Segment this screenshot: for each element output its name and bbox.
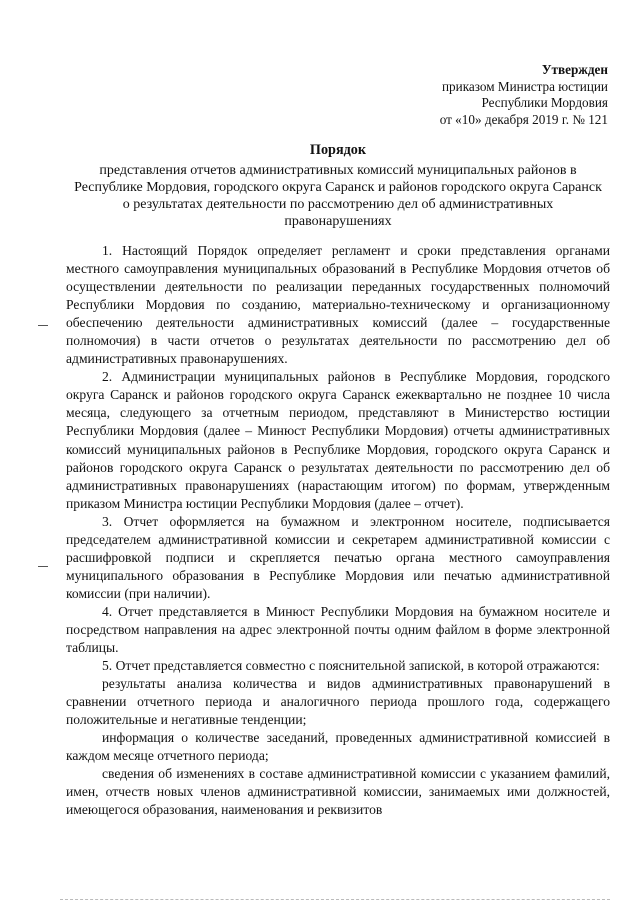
approval-line-2: Республики Мордовия [481, 95, 608, 110]
approval-line-1: приказом Министра юстиции [441, 78, 608, 94]
paragraph-4: 4. Отчет представляется в Минюст Республики Мордовия на бумажном носителе и посредством направления на адрес электронной почты одним файлом в форме электронной таблицы. [66, 603, 610, 656]
document-title-block [70, 142, 606, 230]
approval-heading: Утвержден [541, 62, 608, 77]
approval-stamp [408, 62, 608, 128]
paragraph-3: 3. Отчет оформляется на бумажном и электронном носителе, подписывается председателем административной комиссии и секретарем административной комиссии с расшифровкой подписи и скрепляется печатью органа местного самоуправления муниципального образования в Республике Мордовия или печатью административной комиссии (при наличии). [66, 513, 610, 601]
approval-date-line: от «10» декабря 2019 г. № 121 [439, 111, 608, 127]
paragraph-5: 5. Отчет представляется совместно с пояснительной запиской, в которой отражаются: [102, 658, 600, 674]
paragraph-2: 2. Администрации муниципальных районов в Республике Мордовия, городского округа Саранск и районов городского округа Саранск ежеквартально не позднее 10 числа месяца, следующего за отчетным периодом, представляют в Министерство юстиции Республики Мордовия (далее – Минюст Республики Мордовия) отчеты административных комиссий муниципальных районов в Республике Мордовия, городского округа Саранск и районов городского округа Саранск о результатах деятельности по рассмотрению дел об административных правонарушениях (нарастающим итогом) по формам, утвержденным приказом Министра юстиции Республики Мордовия (далее – отчет). [66, 369, 610, 511]
paragraph-5-item-2: информация о количестве заседаний, проведенных административной комиссией в каждом месяце отчетного периода; [66, 730, 610, 764]
margin-mark [38, 325, 48, 326]
document-subtitle: представления отчетов административных комиссий муниципальных районов в Республике Мордовия, городского округа Саранск и районов городского округа Саранск о результатах деятельности по рассмотрению дел об административных правонарушениях [74, 163, 602, 229]
paragraph-1: 1. Настоящий Порядок определяет регламент и сроки представления органами местного самоуправления муниципальных образований в Республике Мордовия отчетов об осуществлении деятельности по реализации переданных государственных полномочий Республики Мордовия по созданию, материально-техническому и организационному обеспечению деятельности административных комиссий (далее – государственные полномочия) в части отчетов о результатах деятельности по рассмотрению дел об административных правонарушениях. [66, 243, 610, 367]
document-body [66, 242, 610, 820]
paragraph-5-item-3: сведения об изменениях в составе административной комиссии с указанием фамилий, имен, отчеств новых членов административной комиссии, занимаемых ими должностей, имеющегося образования, наименования и реквизитов [66, 766, 610, 818]
page-footer-line [60, 899, 610, 901]
document-title: Порядок [309, 142, 367, 158]
margin-mark [38, 566, 48, 567]
paragraph-5-item-1: результаты анализа количества и видов административных правонарушений в сравнении отчетного периода и аналогичного периода прошлого года, содержащего положительные и негативные тенденции; [66, 676, 610, 728]
